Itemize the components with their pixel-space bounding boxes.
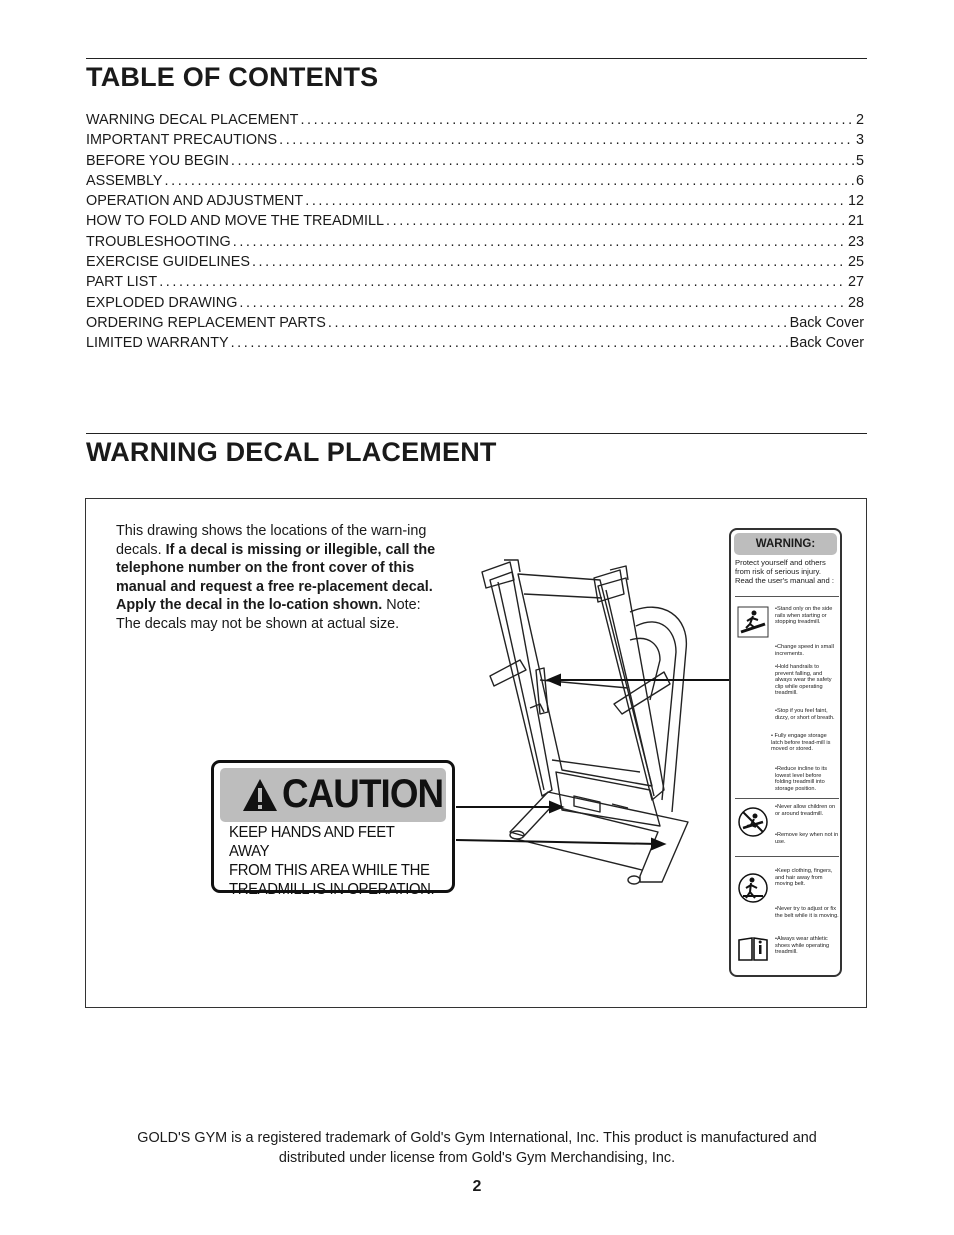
warning-item: • Fully engage storage latch before tread-mill is moved or stored. [771, 733, 831, 753]
toc-entry-page: Back Cover [789, 335, 864, 352]
toc-entry-page: 12 [847, 193, 864, 210]
warning-item: •Stop if you feel faint, dizzy, or short of breath. [775, 708, 835, 721]
warning-title: WARNING: [734, 533, 837, 555]
warning-item: •Never try to adjust or fix the belt while it is moving. [775, 906, 839, 919]
trademark-notice [86, 1129, 868, 1168]
caution-title: CAUTION [282, 772, 444, 816]
trademark-line: GOLD'S GYM is a registered trademark of Gold's Gym International, Inc. This product is manufactured and [137, 1130, 817, 1146]
caution-message [229, 823, 435, 899]
toc-heading: TABLE OF CONTENTS [86, 62, 379, 92]
toc-entry-page: 25 [847, 254, 864, 271]
toc-entry-page: 28 [847, 294, 864, 311]
caution-line: FROM THIS AREA WHILE THE [229, 862, 430, 879]
warning-item: •Reduce incline to its lowest level before folding treadmill into storage position. [775, 766, 828, 792]
warning-divider [735, 798, 839, 799]
warning-intro: Protect yourself and others from risk of serious injury. Read the user's manual and : [735, 558, 834, 585]
toc-entry-page: Back Cover [789, 314, 864, 331]
toc-entry-title: EXERCISE GUIDELINES [86, 254, 250, 271]
toc-entry-title: EXPLODED DRAWING [86, 294, 238, 311]
toc-entry-page: 5 [855, 152, 864, 169]
intro-text-note: Note: The decals may not be shown at actual size. [116, 597, 421, 632]
intro-text-plain: This drawing shows the locations of the warn-ing decals. [116, 523, 427, 558]
caution-banner [220, 768, 446, 822]
toc-entry-page: 23 [847, 233, 864, 250]
warning-decal [729, 528, 842, 977]
toc-entry-title: ORDERING REPLACEMENT PARTS [86, 314, 326, 331]
trademark-line: distributed under license from Gold's Gym Merchandising, Inc. [278, 1149, 676, 1166]
toc-entry-title: ASSEMBLY [86, 172, 163, 189]
toc-entry-title: LIMITED WARRANTY [86, 335, 229, 352]
warning-item: •Change speed in small increments. [775, 644, 834, 657]
moving-belt-icon [737, 872, 769, 904]
warning-item: •Hold handrails to prevent falling, and always wear the safety clip while operating treadmill. [775, 664, 832, 697]
toc-entry-title: PART LIST [86, 274, 158, 291]
toc-entry-page: 3 [855, 132, 864, 149]
caution-line: KEEP HANDS AND FEET AWAY [229, 824, 395, 860]
no-children-icon [737, 806, 769, 838]
warning-item: •Remove key when not in use. [775, 832, 839, 845]
warning-item: •Stand only on the side rails when starting or stopping treadmill. [775, 606, 833, 626]
stand-on-rails-icon [737, 606, 769, 638]
intro-text-bold: If a decal is missing or illegible, call the telephone number on the front cover of this manual and request a free re-placement decal. Apply the decal in the lo-cation shown. [116, 541, 436, 614]
toc-entry-title: BEFORE YOU BEGIN [86, 152, 229, 169]
read-manual-icon [737, 932, 769, 964]
toc-entry-page: 27 [847, 274, 864, 291]
page-number: 2 [472, 1178, 482, 1195]
caution-decal [211, 760, 455, 898]
toc-entry-page: 21 [847, 213, 864, 230]
toc-entry-page: 6 [855, 172, 864, 189]
warning-item: •Always wear athletic shoes while operating treadmill. [775, 936, 830, 956]
toc-entry-title: OPERATION AND ADJUSTMENT [86, 193, 304, 210]
warning-section-heading: WARNING DECAL PLACEMENT [86, 437, 497, 467]
warning-triangle-icon [242, 778, 278, 812]
warning-item: •Never allow children on or around treadmill. [775, 804, 836, 817]
toc-entry-page: 2 [855, 112, 864, 128]
toc-entry-title: TROUBLESHOOTING [86, 233, 231, 250]
caution-line: TREADMILL IS IN OPERATION. [229, 881, 435, 898]
toc-entry-title: IMPORTANT PRECAUTIONS [86, 132, 278, 149]
toc-entry-title: WARNING DECAL PLACEMENT [86, 112, 299, 128]
toc-entry-title: HOW TO FOLD AND MOVE THE TREADMILL [86, 213, 384, 230]
warning-item: •Keep clothing, fingers, and hair away from moving belt. [775, 868, 833, 888]
warning-divider [735, 596, 839, 597]
warning-divider [735, 856, 839, 857]
